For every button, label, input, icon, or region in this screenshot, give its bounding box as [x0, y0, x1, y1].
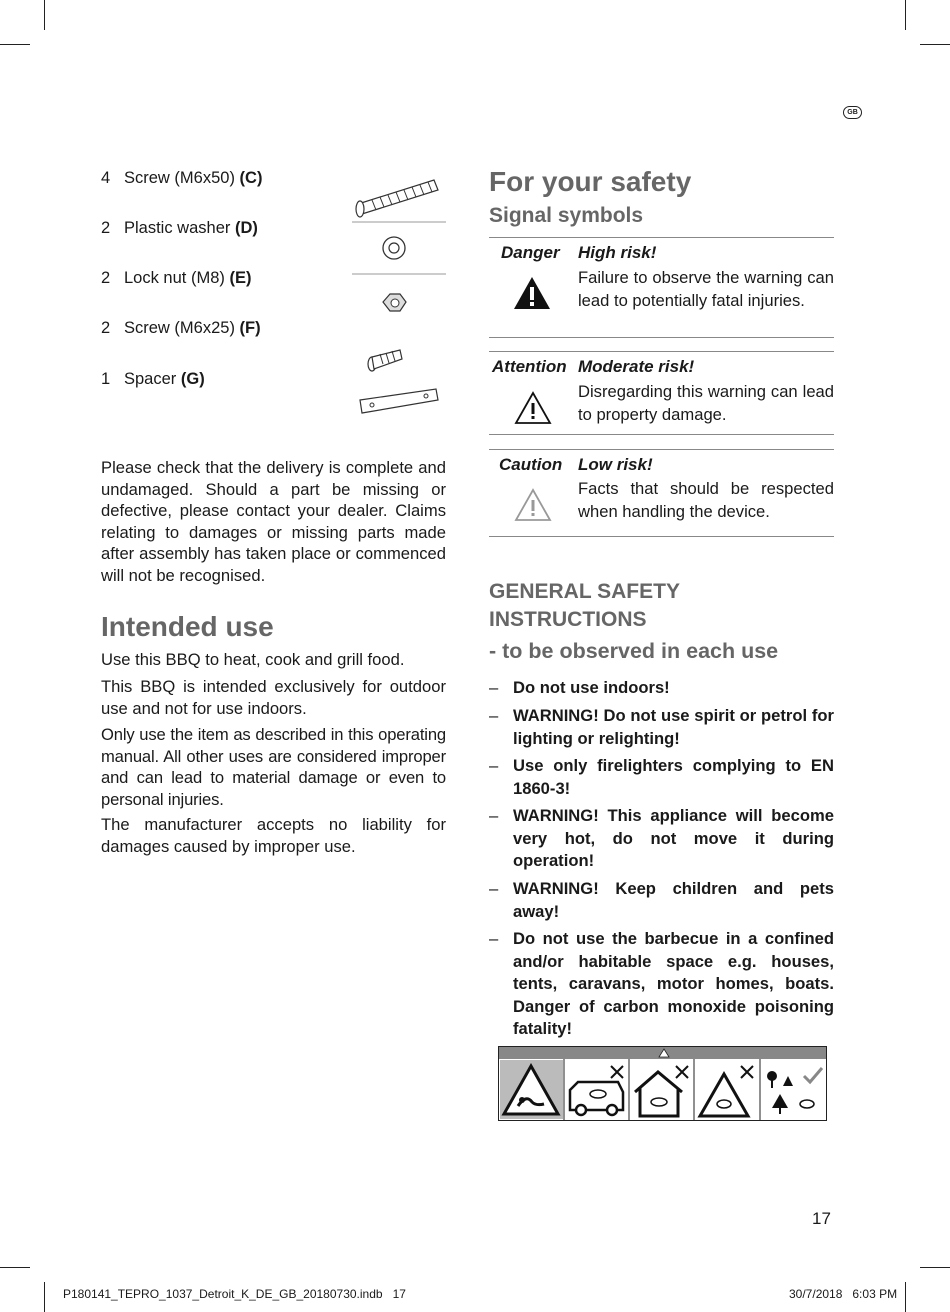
divider [489, 351, 834, 352]
parts-item [101, 219, 258, 238]
washer-icon [383, 237, 405, 259]
divider [489, 337, 834, 338]
language-badge: GB [843, 106, 862, 119]
bullet-text: Use only firelighters complying to EN 1860-3! [513, 756, 834, 798]
signal-level-caution: Low risk! [578, 455, 653, 474]
long-screw-icon [356, 180, 438, 217]
part-name: Spacer [124, 370, 177, 388]
signal-text-attention: Disregarding this warning can lead to property damage. [578, 382, 834, 424]
intended-use-p2: This BBQ is intended exclusively for outdoor use and not for use indoors. [101, 677, 446, 718]
part-qty: 2 [101, 319, 111, 337]
attention-warning-icon [513, 390, 553, 426]
signal-word-danger: Danger [501, 243, 560, 262]
delivery-check-text: Please check that the delivery is complete and undamaged. Should a part be missing or defective, please contact your dealer. Claims relating to damages or missing parts made after assembly has taken place or commenced will not be recognised. [101, 458, 446, 585]
part-qty: 4 [101, 169, 111, 187]
signal-symbols-heading: Signal symbols [489, 204, 644, 227]
part-name: Lock nut (M8) [124, 269, 225, 287]
divider [489, 237, 834, 238]
parts-item [101, 370, 205, 389]
crop-mark [44, 0, 45, 30]
part-name: Screw (M6x50) [124, 169, 235, 187]
signal-word-caution: Caution [499, 455, 563, 474]
bullet-dash: – [489, 929, 499, 948]
bullet-dash: – [489, 756, 499, 775]
safety-bullet [489, 805, 834, 873]
part-qty: 2 [101, 269, 111, 287]
bullet-dash: – [489, 678, 499, 697]
part-name: Screw (M6x25) [124, 319, 235, 337]
lock-nut-icon [383, 294, 406, 311]
bullet-dash: – [489, 879, 499, 898]
bullet-text: WARNING! Keep children and pets away! [513, 879, 834, 921]
general-safety-heading-line2: INSTRUCTIONS [489, 608, 647, 631]
signal-text-danger: Failure to observe the warning can lead to potentially fatal injuries. [578, 268, 834, 310]
safety-bullet [489, 705, 834, 750]
part-code: (G) [180, 370, 205, 388]
general-safety-subheading: - to be observed in each use [489, 639, 779, 663]
signal-word-attention: Attention [492, 357, 567, 376]
part-name: Plastic washer [124, 219, 231, 237]
crop-mark [905, 1282, 906, 1312]
parts-item [101, 269, 251, 288]
bullet-dash: – [489, 706, 499, 725]
bullet-dash: – [489, 806, 499, 825]
general-safety-heading [489, 578, 680, 634]
bullet-text: WARNING! Do not use spirit or petrol for lighting or relighting! [513, 706, 834, 748]
crop-mark [905, 0, 906, 30]
page-number: 17 [812, 1209, 831, 1228]
safety-bullet [489, 755, 834, 800]
safety-bullet [489, 677, 834, 700]
parts-illustrations [350, 170, 446, 420]
footer-datetime: 30/7/2018 6:03 PM [789, 1287, 898, 1301]
crop-mark [920, 1267, 950, 1268]
signal-level-attention: Moderate risk! [578, 357, 695, 376]
signal-text-caution: Facts that should be respected when handling the device. [578, 479, 834, 521]
part-qty: 2 [101, 219, 111, 237]
crop-mark [0, 44, 30, 45]
short-screw-icon [368, 350, 402, 371]
part-code: (E) [229, 269, 252, 287]
co-poisoning-icon [500, 1060, 563, 1119]
caution-warning-icon [513, 487, 553, 523]
crop-mark [920, 44, 950, 45]
intended-use-p1: Use this BBQ to heat, cook and grill food. [101, 650, 405, 669]
intended-use-heading: Intended use [101, 611, 274, 642]
safety-bullet [489, 928, 834, 1041]
general-safety-heading-line1: GENERAL SAFETY [489, 580, 680, 603]
usage-pictogram-strip [498, 1046, 828, 1122]
part-code: (D) [234, 219, 258, 237]
bullet-text: WARNING! This appliance will become very hot, do not move it during operation! [513, 806, 834, 870]
divider [489, 449, 834, 450]
part-qty: 1 [101, 370, 111, 388]
parts-item [101, 169, 262, 188]
divider [489, 536, 834, 537]
safety-bullet [489, 878, 834, 923]
crop-mark [44, 1282, 45, 1312]
crop-mark [0, 1267, 30, 1268]
part-code: (C) [239, 169, 263, 187]
bullet-text: Do not use the barbecue in a confined and/or habitable space e.g. houses, tents, caravans, motor homes, boats. Danger of carbon monoxide poisoning fatality! [513, 929, 834, 1038]
spacer-icon [360, 389, 438, 413]
safety-heading: For your safety [489, 166, 692, 197]
divider [489, 434, 834, 435]
parts-item [101, 319, 261, 338]
signal-level-danger: High risk! [578, 243, 657, 262]
bullet-text: Do not use indoors! [513, 678, 670, 697]
part-code: (F) [239, 319, 261, 337]
danger-warning-icon [512, 275, 552, 311]
intended-use-p4: The manufacturer accepts no liability for damages caused by improper use. [101, 815, 446, 856]
intended-use-p3: Only use the item as described in this operating manual. All other uses are considered improper and can lead to material damage or even to personal injuries. [101, 725, 446, 809]
footer-file: P180141_TEPRO_1037_Detroit_K_DE_GB_20180730.indb 17 [63, 1287, 406, 1301]
